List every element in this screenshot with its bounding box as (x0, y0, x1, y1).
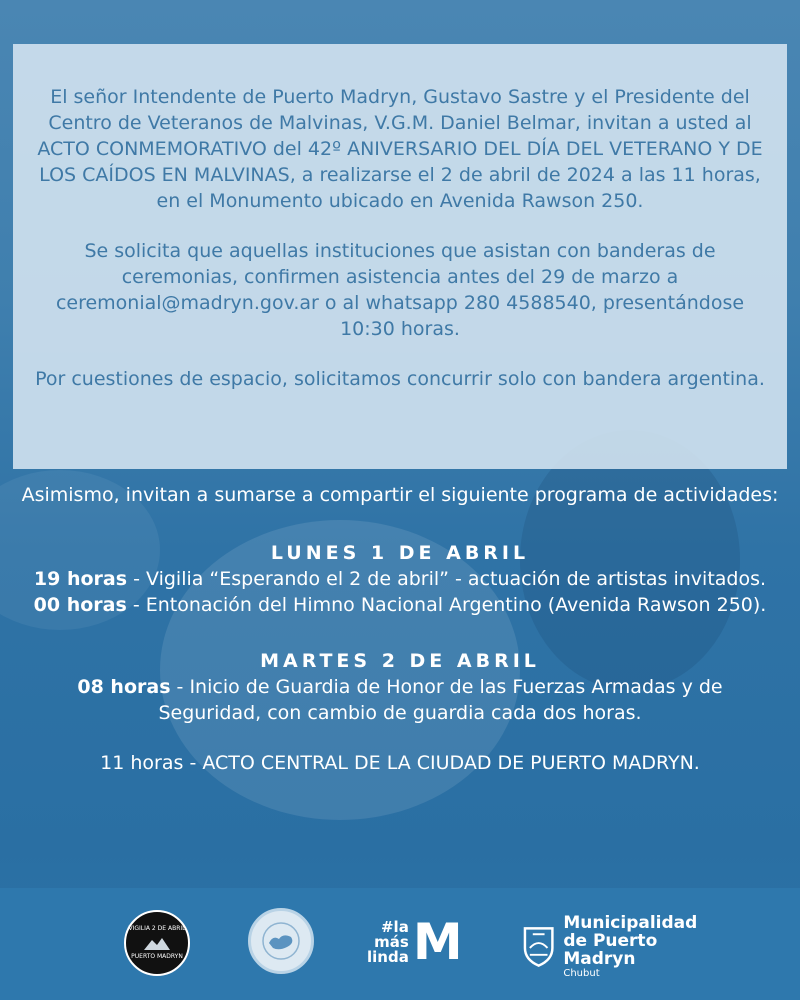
monument-icon (142, 936, 172, 950)
lml-line3: linda (367, 947, 409, 966)
muni-line3: Chubut (563, 967, 600, 979)
program-item (0, 592, 800, 618)
program-item (0, 674, 800, 726)
day-title-monday: LUNES 1 DE ABRIL (270, 542, 530, 564)
vigilia-logo-top: VIGILIA 2 DE ABRIL (128, 925, 186, 932)
malvinas-islands-icon (261, 921, 301, 961)
invitation-paragraph: El señor Intendente de Puerto Madryn, Gustavo Sastre y el Presidente del Centro de Veteranos de Malvinas, V.G.M. Daniel Belmar, invitan a usted al ACTO CONMEMORATIVO del 42º ANIVERSARIO DEL DÍA DEL VETERANO Y DE LOS CAÍDOS EN MALVINAS, a realizarse el 2 de abril de 2024 a las 11 horas, en el Monumento ubicado en Avenida Rawson 250. (37, 86, 763, 212)
lml-line2: más (374, 932, 409, 951)
item-time: 19 horas (33, 568, 128, 590)
municipality-logo (522, 912, 732, 979)
vigilia-logo (124, 910, 190, 976)
item-text: - Entonación del Himno Nacional Argentino (Avenida Rawson 250). (126, 594, 767, 616)
program-intro: Asimismo, invitan a sumarse a compartir el siguiente programa de actividades: (21, 484, 779, 506)
shield-icon (522, 924, 555, 968)
muni-line2: de Puerto Madryn (563, 930, 658, 969)
item-time: 00 horas (33, 594, 127, 616)
item-text: - Inicio de Guardia de Honor de las Fuerzas Armadas y de Seguridad, con cambio de guardia cada dos horas. (158, 676, 723, 724)
lml-line1: #la (380, 917, 409, 936)
muni-line1: Municipalidad (563, 912, 698, 933)
attendance-paragraph: Se solicita que aquellas instituciones que asistan con banderas de ceremonias, confirmen asistencia antes del 29 de marzo a ceremonial@madryn.gov.ar o al whatsapp 280 4588540, presentándose 10:30 horas. (55, 240, 745, 340)
item-text: - Vigilia “Esperando el 2 de abril” - actuación de artistas invitados. (127, 568, 767, 590)
veterans-center-logo (248, 908, 314, 974)
la-mas-linda-logo (367, 914, 467, 970)
item-time: 08 horas (77, 676, 171, 698)
program-item (0, 566, 800, 592)
vigilia-logo-bottom: PUERTO MADRYN (131, 953, 183, 960)
day-title-tuesday: MARTES 2 DE ABRIL (260, 650, 540, 672)
program-item-final: 11 horas - ACTO CENTRAL DE LA CIUDAD DE PUERTO MADRYN. (100, 752, 700, 774)
lml-mark: M (412, 913, 463, 971)
invitation-notice (13, 44, 787, 469)
sponsor-footer (0, 888, 800, 1000)
activity-program (0, 482, 800, 776)
flag-paragraph: Por cuestiones de espacio, solicitamos concurrir solo con bandera argentina. (35, 368, 765, 390)
